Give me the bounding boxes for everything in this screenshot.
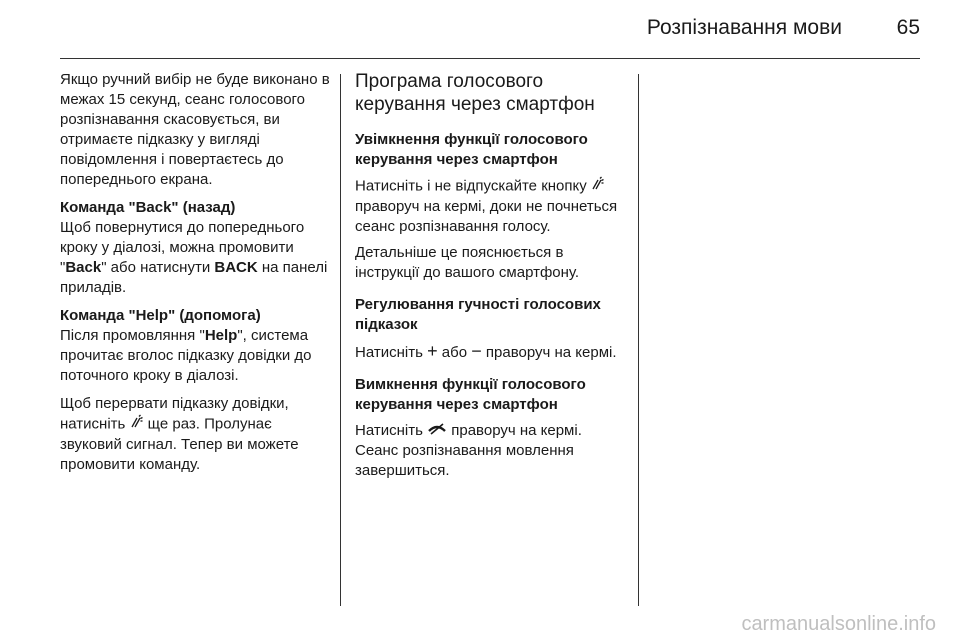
hang-up-icon (427, 421, 447, 441)
page-number: 65 (896, 16, 920, 39)
column-left (60, 70, 332, 475)
header-divider (60, 58, 920, 59)
column-divider-1 (340, 74, 341, 606)
smartphone-voice-section-title: Програма голосового керування через смартфон (355, 71, 595, 115)
enable-paragraph: Натисніть і не відпускайте кнопку праворуч на кермі, доки не почнеться сеанс розпізнавання голосу. (355, 177, 618, 235)
disable-heading: Вимкнення функції голосового керування через смартфон (355, 376, 586, 413)
voice-button-icon (130, 414, 144, 435)
back-command-heading: Команда "Back" (назад) (60, 199, 236, 216)
column-divider-2 (638, 74, 639, 606)
watermark: carmanualsonline.info (741, 613, 936, 635)
disable-paragraph: Натисніть праворуч на кермі. Сеанс розпізнавання мовлення завершиться. (355, 422, 582, 480)
help-command-heading: Команда "Help" (допомога) (60, 307, 261, 324)
back-button-label: BACK (214, 259, 258, 276)
back-word: Back (65, 259, 102, 276)
column-middle (355, 70, 627, 481)
manual-selection-paragraph: Якщо ручний вибір не буде виконано в межах 15 секунд, сеанс голосового розпізнавання скасовується, ви отримаєте підказку у вигляді повідомлення і повертаєтесь до попереднього екрана. (60, 71, 330, 188)
plus-icon: + (427, 341, 438, 361)
enable-heading: Увімкнення функції голосового керування через смартфон (355, 131, 588, 168)
interrupt-help-paragraph: Щоб перервати підказку довідки, натисніть ще раз. Пролунає звуковий сигнал. Тепер ви можете промовити команду. (60, 395, 299, 473)
back-command-paragraph: Щоб повернутися до попереднього кроку у діалозі, можна промовити "Back" або натиснути BACK на панелі приладів. (60, 219, 328, 296)
volume-paragraph: Натисніть + або − праворуч на кермі. (355, 341, 617, 361)
help-command-paragraph: Після промовляння "Help", система прочитає вголос підказку довідки до поточного кроку в діалозі. (60, 327, 312, 384)
help-word: Help (204, 327, 238, 344)
enable-more-info: Детальніше це пояснюється в інструкції до вашого смартфону. (355, 244, 580, 281)
page-title: Розпізнавання мови (646, 16, 842, 39)
minus-icon: − (471, 341, 482, 361)
voice-button-icon (591, 176, 605, 197)
volume-heading: Регулювання гучності голосових підказок (355, 296, 601, 333)
